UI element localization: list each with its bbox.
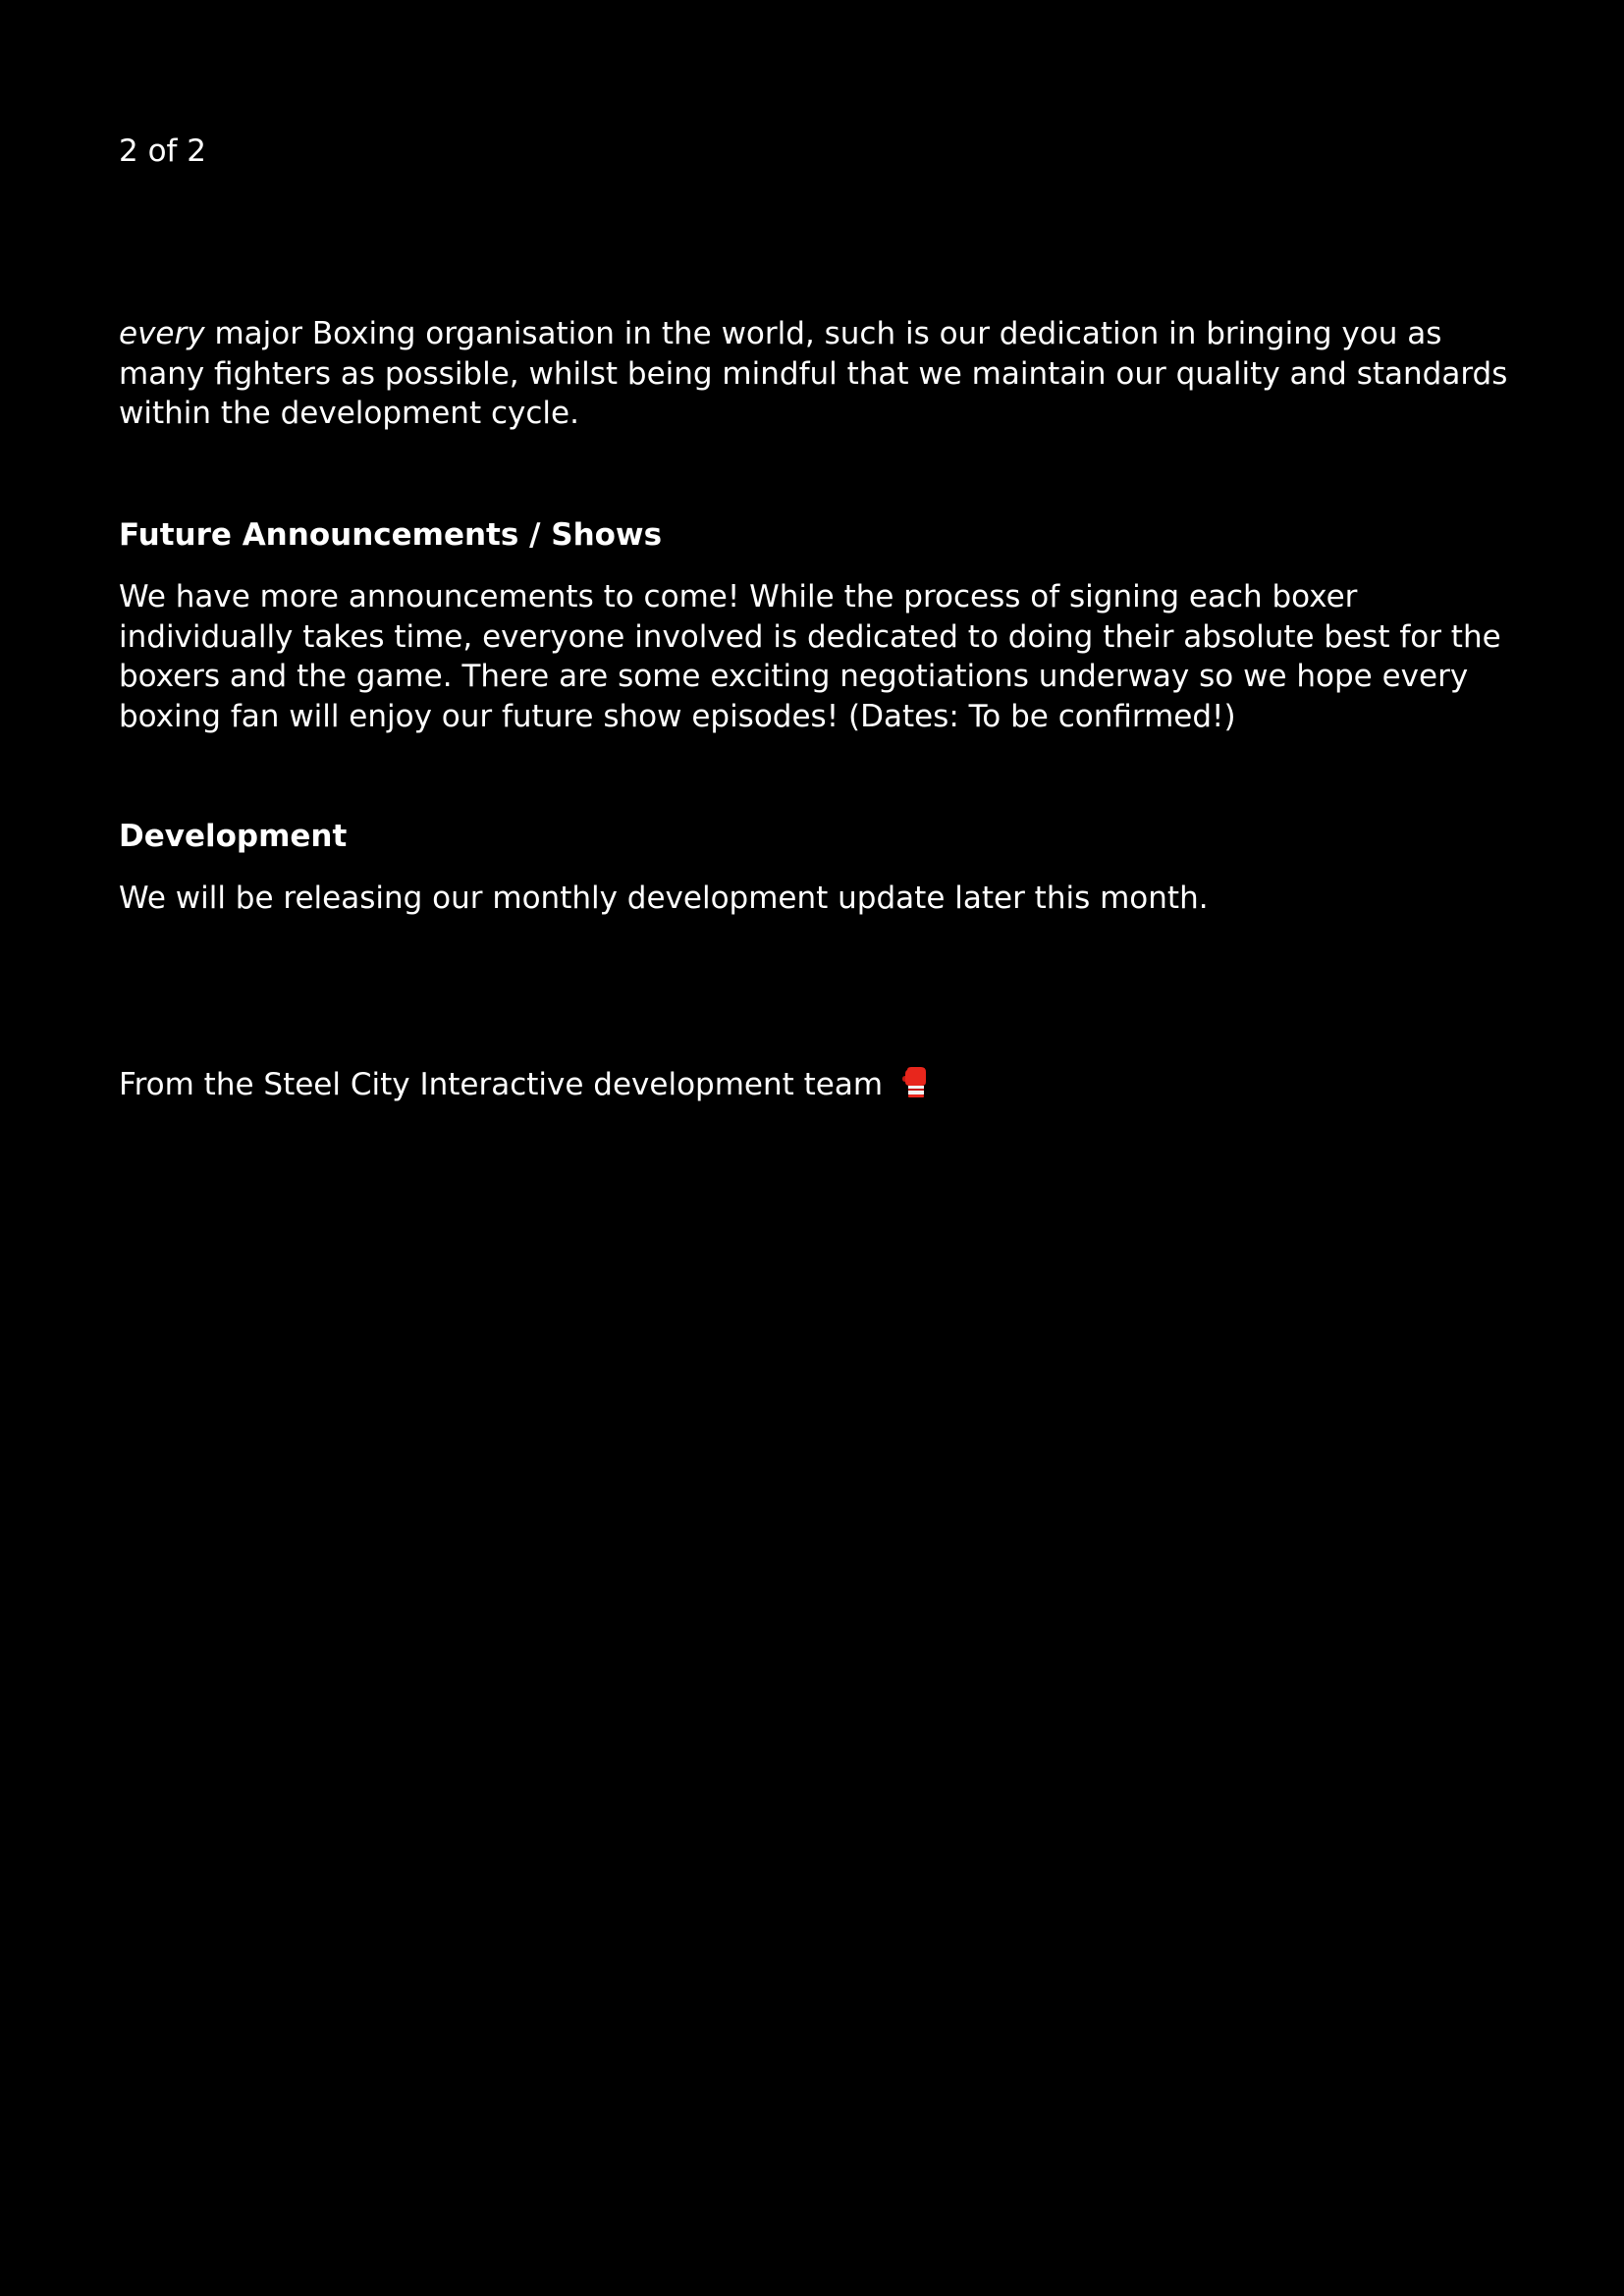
development-heading: Development — [119, 819, 348, 854]
signoff-text: From the Steel City Interactive development team — [119, 1067, 884, 1102]
intro-emphasis: every — [119, 316, 205, 351]
future-announcements-paragraph: We have more announcements to come! While the process of signing each boxer individually takes time, everyone involved is dedicated to doing their absolute best for the boxers and the game. There are some exciting negotiations underway so we hope every boxing fan will enjoy our future show episodes! (Dates: To be confirmed!) — [119, 579, 1501, 734]
future-announcements-heading: Future Announcements / Shows — [119, 517, 663, 553]
page-number: 2 of 2 — [119, 133, 207, 169]
signoff — [119, 1065, 928, 1108]
intro-text: major Boxing organisation in the world, such is our dedication in bringing you as many fighters as possible, whilst being mindful that we maintain our quality and standards within the development cycle. — [119, 316, 1508, 431]
development-paragraph: We will be releasing our monthly development update later this month. — [119, 881, 1209, 916]
boxing-glove-icon — [902, 1067, 928, 1108]
intro-paragraph — [119, 314, 1513, 434]
